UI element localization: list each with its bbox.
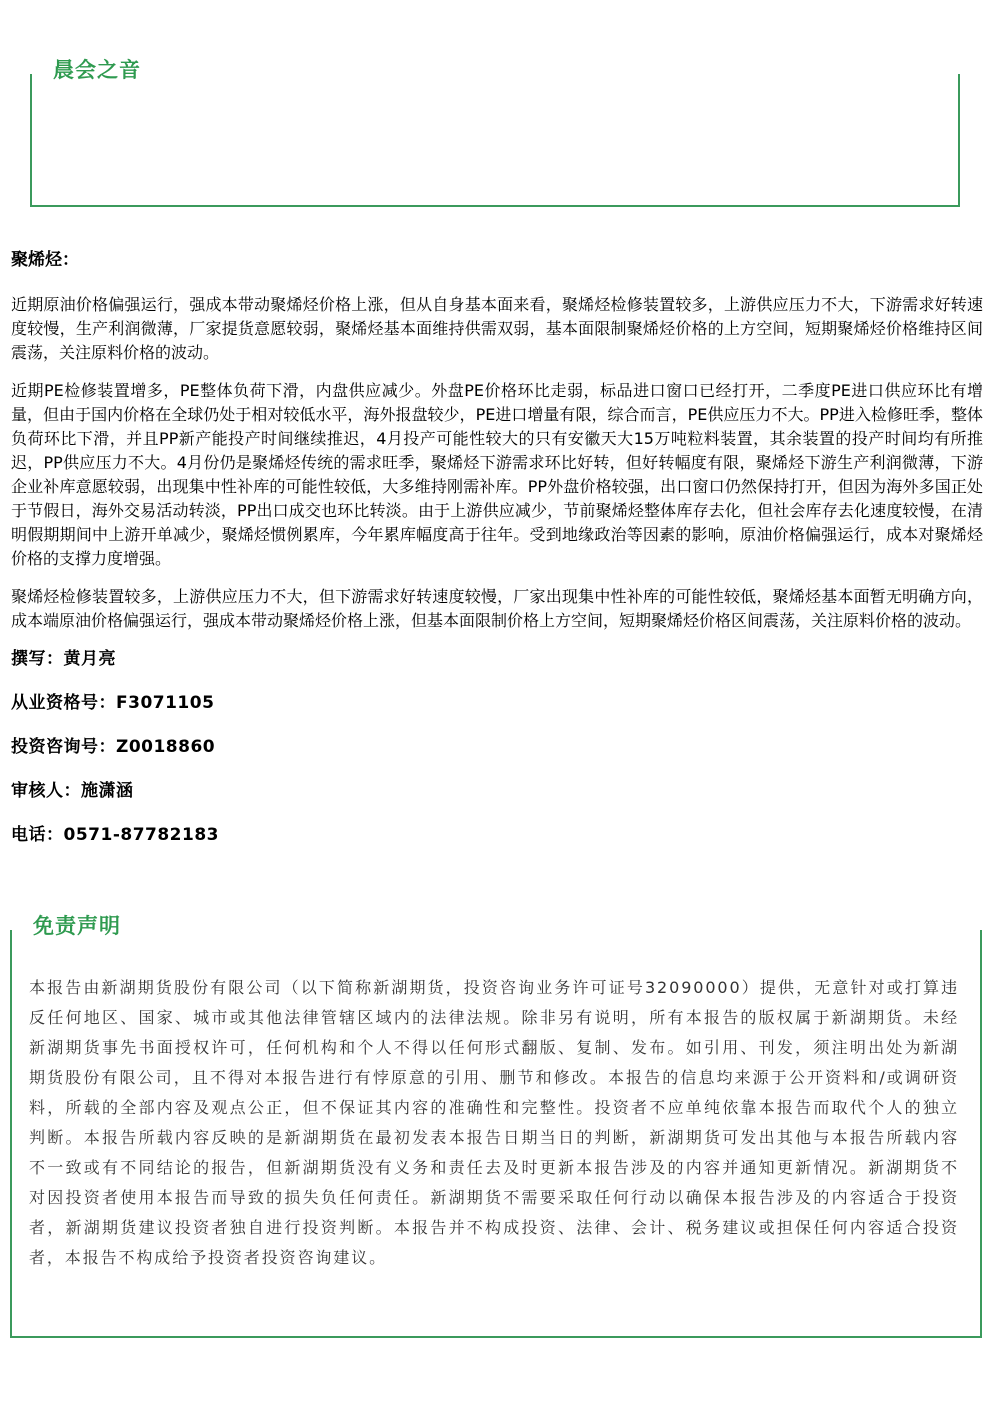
- paragraph-analysis: 近期PE检修装置增多，PE整体负荷下滑，内盘供应减少。外盘PE价格环比走弱，标品进口窗口已经打开，二季度PE进口供应环比有增量，但由于国内价格在全球仍处于相对较低水平，海外报盘较少，PE进口增量有限，综合而言，PE供应压力不大。PP进入检修旺季，整体负荷环比下滑，并且PP新产能投产时间继续推迟，4月投产可能性较大的只有安徽天大15万吨粒料装置，其余装置的投产时间均有所推迟，PP供应压力不大。4月份仍是聚烯烃传统的需求旺季，聚烯烃下游需求环比好转，但好转幅度有限，聚烯烃下游生产利润微薄，下游企业补库意愿较弱，出现集中性补库的可能性较低，大多维持刚需补库。PP外盘价格较强，出口窗口仍然保持打开，但因为海外多国正处于节假日，海外交易活动转淡，PP出口成交也环比转淡。由于上游供应减少，节前聚烯烃整体库存去化，但社会库存去化速度较慢，在清明假期期间中上游开单减少，聚烯烃惯例累库，今年累库幅度高于往年。受到地缘政治等因素的影响，原油价格偏强运行，成本对聚烯烃价格的支撑力度增强。: [11, 381, 983, 568]
- morning-meeting-title: 晨会之音: [53, 58, 141, 82]
- phone-line: 电话：0571-87782183: [11, 825, 219, 845]
- consulting-number: 投资咨询号：Z0018860: [11, 737, 216, 757]
- paragraph-outlook: 聚烯烃检修装置较多，上游供应压力不大，但下游需求好转速度较慢，厂家出现集中性补库的可能性较低，聚烯烃基本面暂无明确方向，成本端原油价格偏强运行，强成本带动聚烯烃价格上涨，但基本面限制价格上方空间，短期聚烯烃价格区间震荡，关注原料价格的波动。: [11, 587, 983, 630]
- author-line: 撰写：黄月亮: [11, 649, 116, 669]
- section-heading-polyolefin: 聚烯烃：: [11, 250, 79, 270]
- disclaimer-text: 本报告由新湖期货股份有限公司（以下简称新湖期货，投资咨询业务许可证号32090000）提供，无意针对或打算违反任何地区、国家、城市或其他法律管辖区域内的法律法规。除非另有说明，所有本报告的版权属于新湖期货。未经新湖期货事先书面授权许可，任何机构和个人不得以任何形式翻版、复制、发布。如引用、刊发，须注明出处为新湖期货股份有限公司，且不得对本报告进行有悖原意的引用、删节和修改。本报告的信息均来源于公开资料和/或调研资料，所载的全部内容及观点公正，但不保证其内容的准确性和完整性。投资者不应单纯依靠本报告而取代个人的独立判断。本报告所载内容反映的是新湖期货在最初发表本报告日期当日的判断，新湖期货可发出其他与本报告所载内容不一致或有不同结论的报告，但新湖期货没有义务和责任去及时更新本报告涉及的内容并通知更新情况。新湖期货不对因投资者使用本报告而导致的损失负任何责任。新湖期货不需要采取任何行动以确保本报告涉及的内容适合于投资者，新湖期货建议投资者独自进行投资判断。本报告并不构成投资、法律、会计、税务建议或担保任何内容适合投资者，本报告不构成给予投资者投资咨询建议。: [29, 978, 959, 1267]
- paragraph-summary: 近期原油价格偏强运行，强成本带动聚烯烃价格上涨，但从自身基本面来看，聚烯烃检修装置较多，上游供应压力不大，下游需求好转速度较慢，生产利润微薄，厂家提货意愿较弱，聚烯烃基本面维持供需双弱，基本面限制聚烯烃价格的上方空间，短期聚烯烃价格维持区间震荡，关注原料价格的波动。: [11, 295, 983, 362]
- disclaimer-title: 免责声明: [33, 914, 121, 938]
- qualification-number: 从业资格号：F3071105: [11, 693, 215, 713]
- morning-meeting-box: [30, 74, 960, 207]
- report-body: [11, 248, 983, 847]
- reviewer-line: 审核人：施潇涵: [11, 781, 134, 801]
